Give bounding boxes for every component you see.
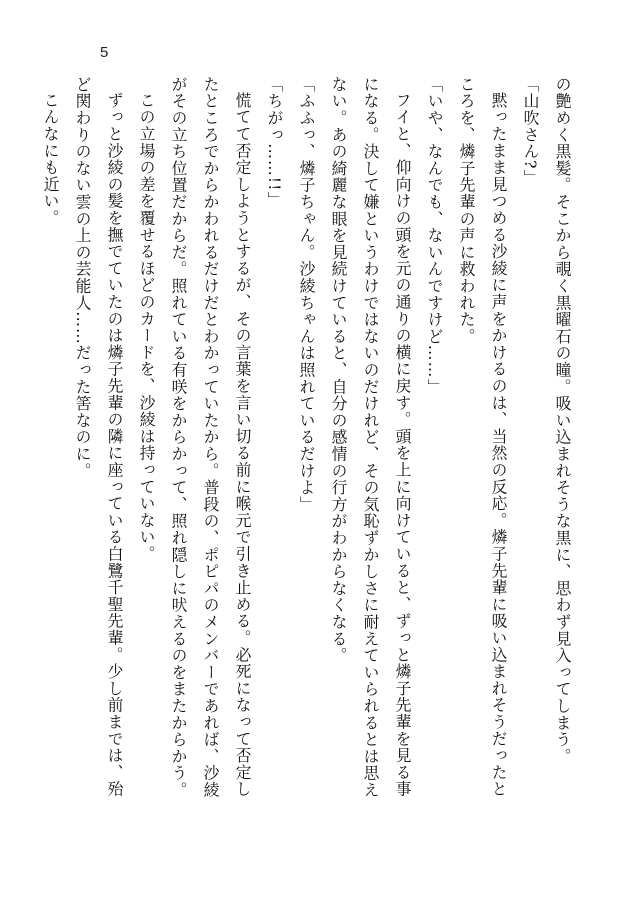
text-line: 慌てて否定しようとするが、その言葉を言い切る前に喉元で引き止める。必死になって否定し xyxy=(233,91,252,798)
vertical-body-text xyxy=(41,76,578,856)
text-line: になる。決して嫌というわけではないのだけれど、その気恥ずかしさに耐えていられるとは思え xyxy=(361,76,380,799)
text-line: フイと、仰向けの頭を元の通りの横に戻す。頭を上に向けていると、ずっと燐子先輩を見る事 xyxy=(393,91,412,798)
text-line: 「いや、なんでも、ないんですけど……」 xyxy=(425,76,444,396)
text-line: ずっと沙綾の髪を撫でていたのは燐子先輩の隣に座っている白鷺千聖先輩。少し前までは、殆 xyxy=(105,91,124,798)
text-line: 「ふふっ、燐子ちゃん。沙綾ちゃんは照れているだけよ」 xyxy=(297,76,316,513)
text-line: ころを、燐子先輩の声に救われた。 xyxy=(457,76,476,345)
text-line: ど関わりのない雲の上の芸能人……だった筈なのに。 xyxy=(73,76,92,480)
text-line: ない。あの綺麗な眼を見続けていると、自分の感情の行方がわからなくなる。 xyxy=(329,76,348,664)
text-line: こんなにも近い。 xyxy=(41,91,60,227)
text-line: この立場の差を覆せるほどのカードを、沙綾は持っていない。 xyxy=(137,91,156,563)
page-number: 5 xyxy=(100,44,109,61)
text-line: の艶めく黒髪。そこから覗く黒曜石の瞳。吸い込まれそうな黒に、思わず見入ってしまう。 xyxy=(553,76,572,765)
text-line: 「山吹さん?」 xyxy=(521,76,540,187)
text-line: 黙ったまま見つめる沙綾に声をかけるのは、当然の反応。燐子先輩に吸い込まれそうだったと xyxy=(489,91,508,798)
text-line: たところでからかわれるだけだとわかっていたから。普段の、ポピパのメンバーであれば、沙綾 xyxy=(201,76,220,799)
text-line: 「ちがっ……!!」 xyxy=(265,76,284,209)
text-line: がその立ち位置だからだ。照れている有咲をからかって、照れ隠しに吠えるのをまたからかう。 xyxy=(169,76,188,799)
